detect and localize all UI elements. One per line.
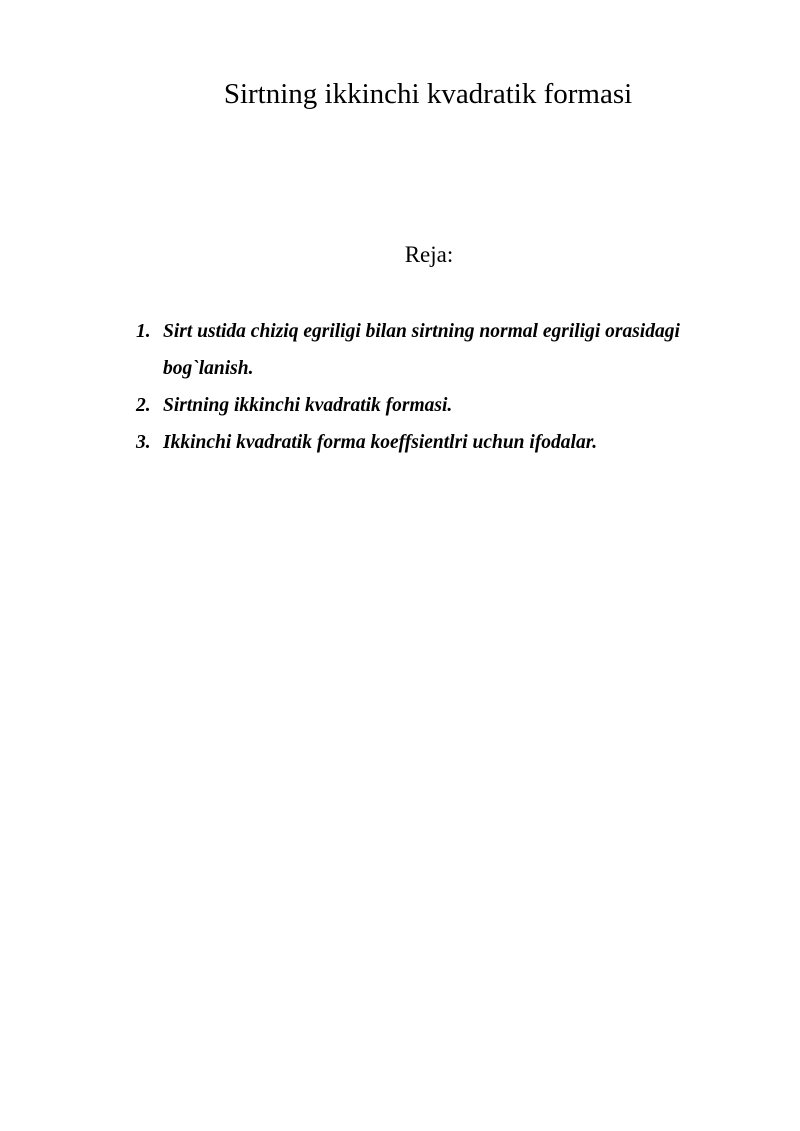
plan-item-number: 3. bbox=[136, 432, 151, 453]
plan-item-text: Ikkinchi kvadratik forma koeffsientlri uchun ifodalar. bbox=[163, 432, 598, 453]
plan-item-number: 1. bbox=[136, 321, 151, 342]
plan-item-text: Sirt ustida chiziq egriligi bilan sirtning normal egriligi orasidagi bog`lanish. bbox=[163, 321, 680, 379]
plan-item bbox=[136, 313, 746, 387]
plan-item-text: Sirtning ikkinchi kvadratik formasi. bbox=[163, 395, 453, 416]
plan-list bbox=[136, 313, 746, 461]
plan-item bbox=[136, 387, 746, 424]
page-title: Sirtning ikkinchi kvadratik formasi bbox=[223, 78, 633, 110]
plan-heading: Reja: bbox=[404, 242, 454, 267]
plan-item bbox=[136, 424, 746, 461]
plan-item-number: 2. bbox=[136, 395, 151, 416]
